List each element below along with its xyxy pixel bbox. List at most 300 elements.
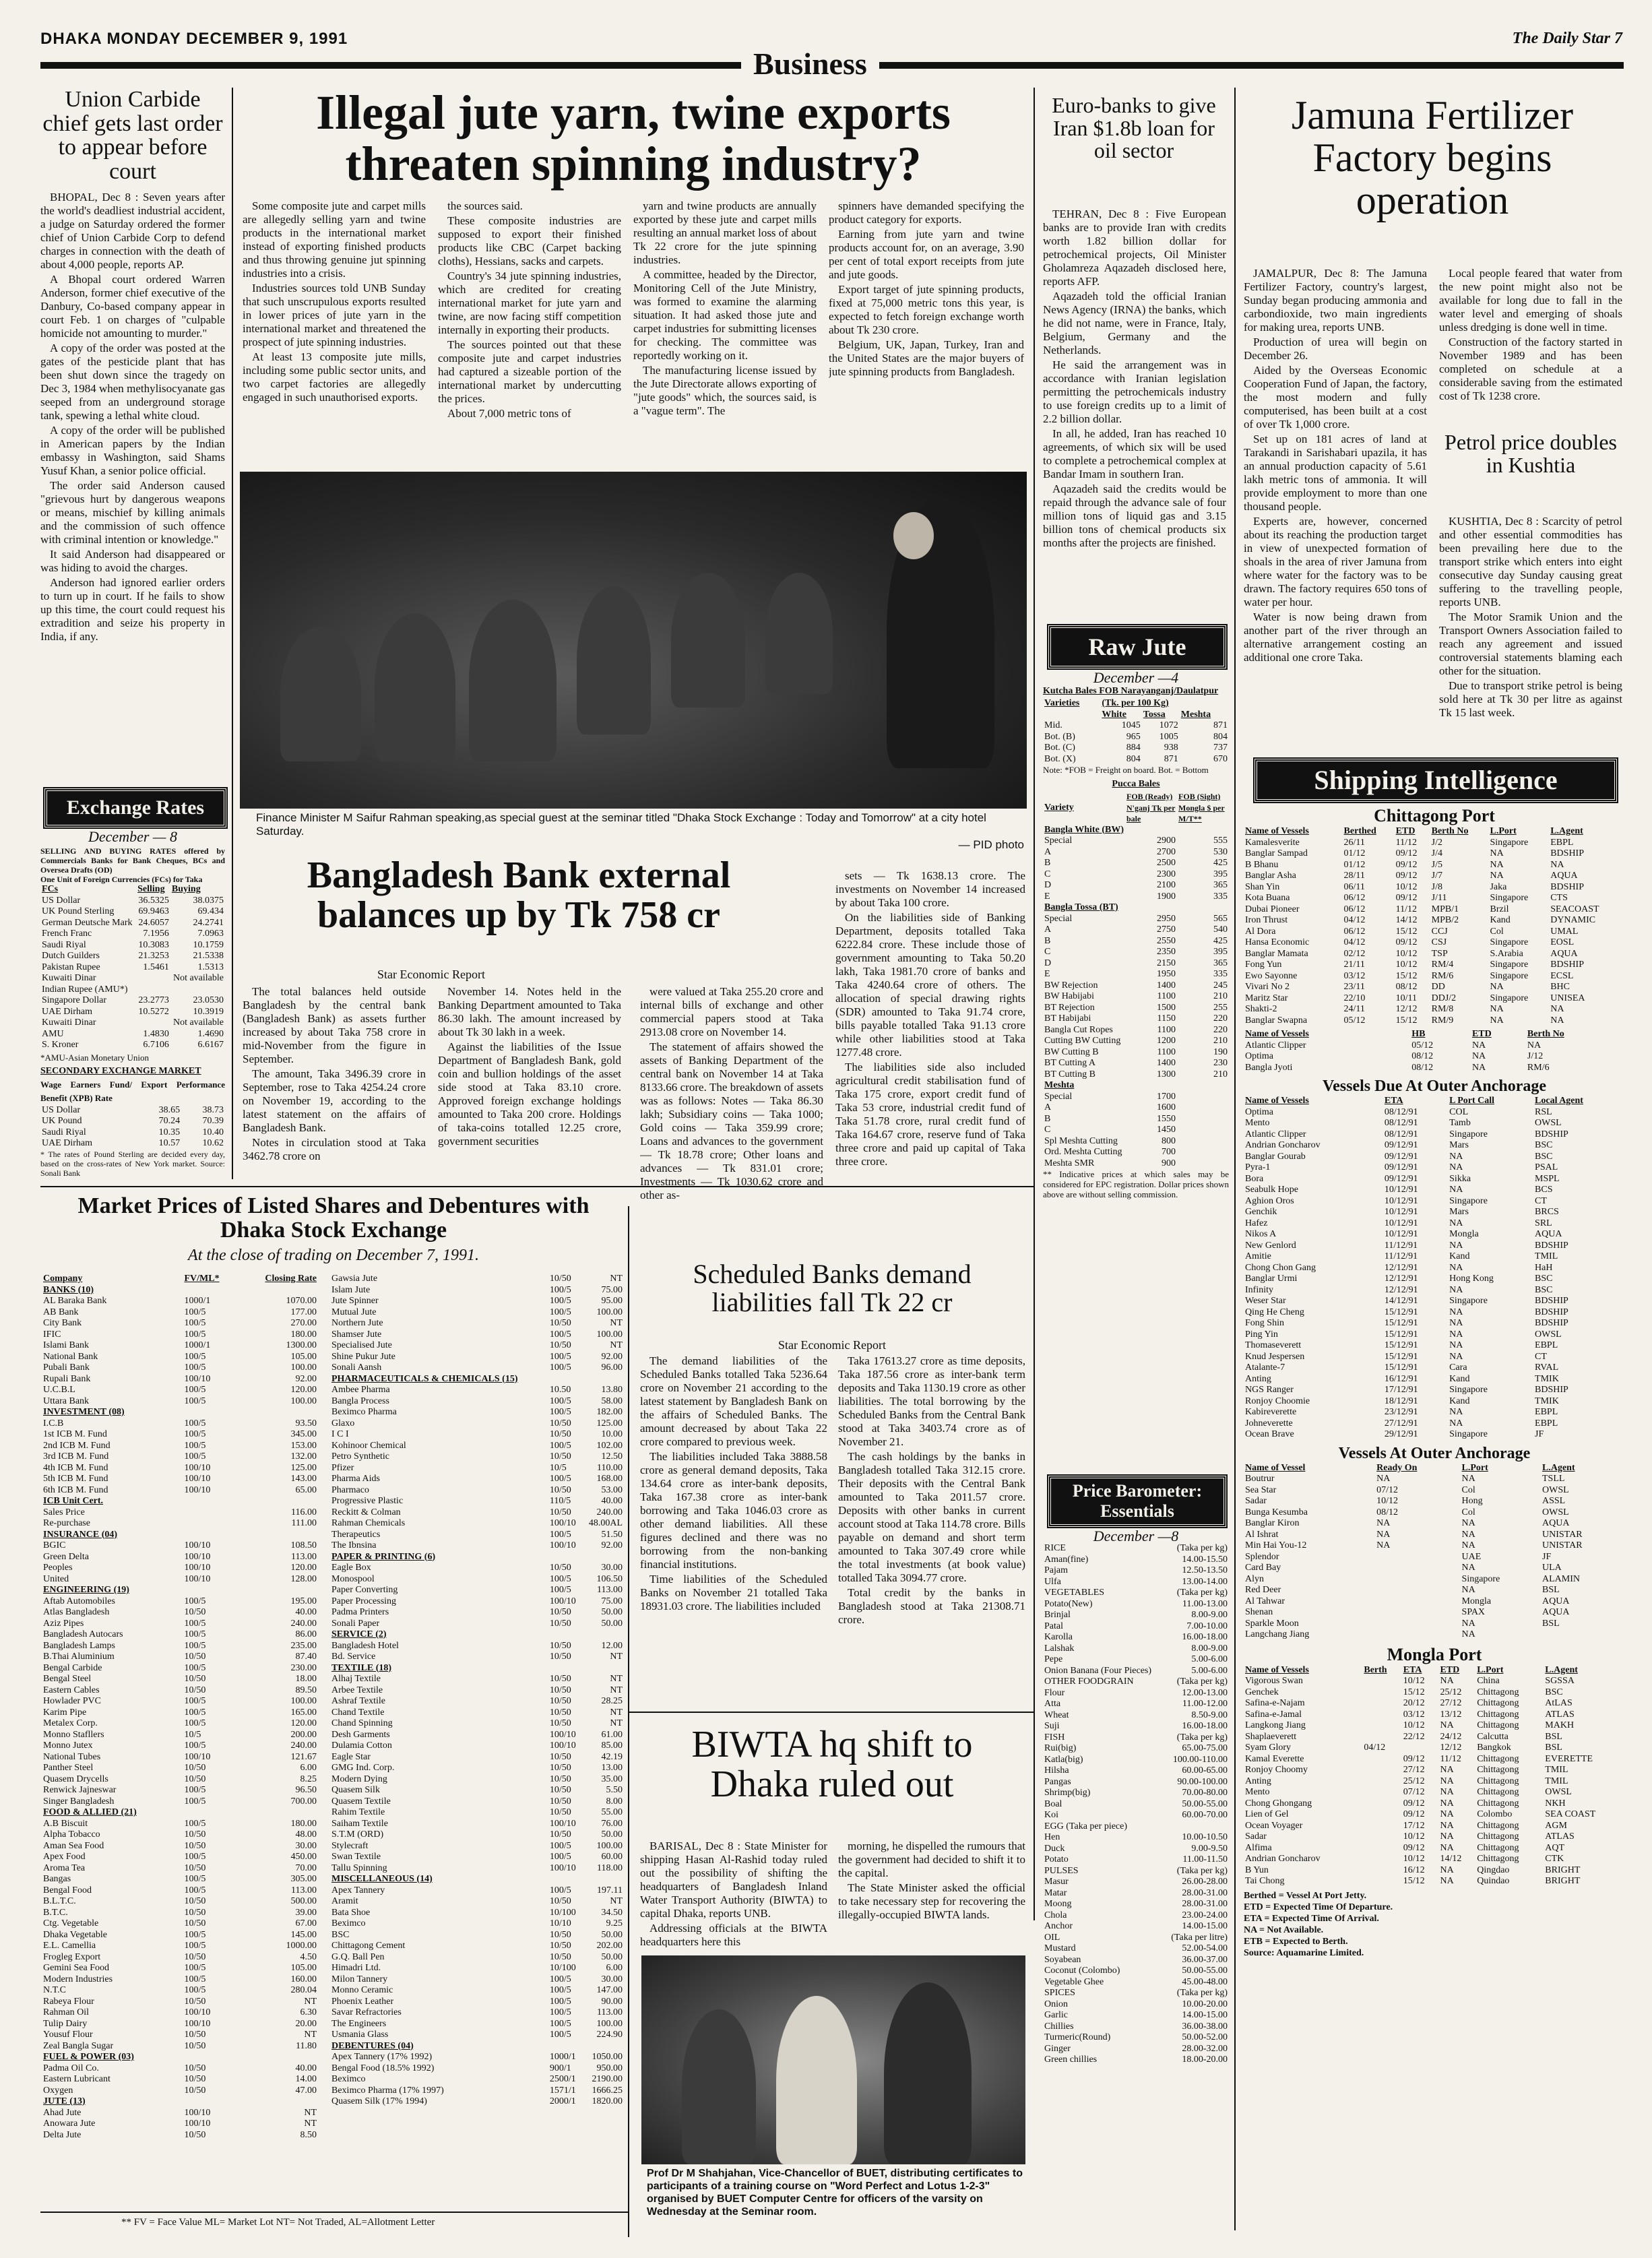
table-cell: BW Rejection [1044, 980, 1098, 991]
table-row [330, 1918, 624, 1930]
table-cell: 100/5 [184, 1740, 206, 1751]
table-cell: The Ibnsina [331, 1540, 377, 1550]
bb-col-3 [640, 985, 823, 1255]
table-cell: Rahman Chemicals [331, 1518, 406, 1528]
table-cell: 450.00 [290, 1852, 317, 1862]
table-cell: 100/5 [549, 1395, 571, 1406]
table-row [330, 1496, 624, 1507]
table-cell: TMIL [1545, 1765, 1568, 1775]
table-row [42, 1540, 318, 1552]
table-cell [1375, 1574, 1460, 1586]
table-row [1244, 1307, 1625, 1319]
table-cell [1362, 1776, 1401, 1788]
table-cell: 10/12/91 [1384, 1207, 1418, 1217]
table-cell: BSC [1535, 1274, 1553, 1284]
table-row [40, 995, 225, 1007]
table-cell: 65.00 [295, 1484, 317, 1495]
table-cell [1541, 1629, 1625, 1641]
table-cell: 2190.00 [592, 2074, 623, 2084]
table-row [1043, 1710, 1229, 1722]
table-cell: 100/5 [184, 1852, 206, 1862]
table-row [1244, 1518, 1625, 1530]
article-paragraph: A copy of the order was posted at the gates of the pesticide plant that has been shut down since the tragedy on Dec 3, 1984 when methylisocyanate gas seeped from an underground storage tank, spewing a lethal white cloud. [40, 341, 225, 422]
table-cell: 4.50 [300, 1951, 317, 1962]
table-cell: NA [1550, 1015, 1564, 1026]
table-row [40, 1007, 225, 1018]
table-cell: Singapore [1449, 1129, 1488, 1139]
table-cell: Lien of Gel [1245, 1809, 1289, 1819]
table-cell: 10/50 [549, 1707, 571, 1718]
table-cell: Singapore [1449, 1195, 1488, 1206]
table-row [330, 1796, 624, 1808]
table-cell: 67.00 [295, 1918, 317, 1928]
table-cell: 16/12 [1403, 1864, 1425, 1875]
table-cell: Special [1044, 836, 1073, 846]
table-cell: MAKH [1545, 1720, 1575, 1730]
table-row [330, 1718, 624, 1730]
table-row [1043, 1069, 1229, 1081]
table-row [1244, 1496, 1625, 1507]
table-cell: Kuwaiti Dinar [42, 973, 96, 983]
table-cell: Singapore [1490, 970, 1529, 981]
table-cell: 871 [1213, 720, 1228, 730]
table-row [330, 1740, 624, 1752]
jamuna-headline: Jamuna Fertilizer Factory begins operation [1291, 93, 1574, 222]
table-cell: 38.65 [158, 1104, 181, 1115]
table-cell: 10/12 [1395, 948, 1418, 959]
legend-item: Source: Aquamarine Limited. [1244, 1947, 1364, 1958]
table-cell: ULA [1542, 1563, 1562, 1573]
table-row [1244, 1196, 1625, 1208]
biwta-col-1 [640, 1840, 827, 1947]
table-cell: EVERETTE [1545, 1753, 1593, 1764]
table-header [1244, 1665, 1625, 1676]
table-cell: Singapore [1490, 837, 1529, 848]
table-cell: 100/5 [184, 1418, 206, 1429]
table-cell: Sadar [1245, 1831, 1267, 1842]
secondary-footnote: * The rates of Pound Sterling are decided every day, based on the cross-rates of New York market. Source: Sonali Bank [40, 1149, 225, 1178]
table-cell [1177, 902, 1229, 914]
table-row [1244, 960, 1625, 971]
table-cell: BSC [331, 1929, 350, 1940]
table-cell: 116.00 [291, 1507, 317, 1517]
table-cell [1402, 1743, 1439, 1754]
table-row [1043, 1755, 1229, 1766]
table-cell: NA [1461, 1585, 1475, 1595]
bb-col-4 [835, 869, 1025, 1253]
raw-jute-heading: Raw Jute [1048, 625, 1226, 668]
table-cell: J/11 [1431, 893, 1447, 903]
table-row [40, 940, 225, 951]
jamuna-col-1 [1244, 267, 1427, 752]
table-cell [183, 1496, 238, 1507]
table-row [1043, 1877, 1229, 1888]
table-cell: A [1044, 846, 1052, 857]
article-paragraph: The sources pointed out that these composite jute and carpet industries had captured a sizeable portion of the international market by undercutting the prices. [438, 338, 621, 405]
table-cell: 11.00-12.00 [1182, 1699, 1228, 1709]
table-cell [1125, 1080, 1177, 1092]
table-row [42, 1585, 318, 1596]
table-cell: NA [1376, 1529, 1391, 1540]
table-cell: Hilsha [1044, 1765, 1069, 1776]
table-row [1244, 1004, 1625, 1015]
table-row [1043, 1854, 1229, 1866]
table-cell: 100/5 [184, 1785, 206, 1795]
table-cell: Himadri Ltd. [331, 1963, 381, 1973]
table-cell: 10/50 [549, 1618, 571, 1629]
table-cell: 240.00 [290, 1740, 317, 1751]
table-cell: Kuwaiti Dinar [42, 1017, 96, 1028]
article-paragraph: Total credit by the banks in Bangladesh stood at Taka 21308.71 crore. [838, 1586, 1025, 1626]
table-cell: 884 [1126, 743, 1141, 753]
table-cell: 224.90 [596, 2030, 623, 2040]
table-cell: OWSL [1542, 1507, 1569, 1517]
table-row [1244, 1687, 1625, 1699]
article-paragraph: In all, he added, Iran has reached 10 agreements, of which six will be used to complete a petrochemical complex at Bandar Imam in southern Iran. [1043, 427, 1226, 480]
table-cell: G.Q. Ball Pen [331, 1951, 385, 1962]
table-cell: 12.50 [601, 1451, 623, 1462]
table-row [42, 1596, 318, 1608]
column-header: Local Agent [1535, 1096, 1583, 1106]
table-cell: Tallu Spinning [331, 1862, 387, 1873]
table-cell: 100/5 [184, 1440, 206, 1451]
table-cell: Ronjoy Choomie [1245, 1395, 1310, 1406]
table-row [1244, 893, 1625, 904]
table-row [1244, 838, 1625, 849]
table-cell: 1550 [1157, 1113, 1176, 1124]
table-cell: J/8 [1431, 881, 1442, 892]
table-row [1244, 1274, 1625, 1285]
table-cell: 1300 [1157, 1069, 1176, 1079]
table-cell: Shamser Jute [331, 1329, 382, 1340]
legend-item: ETD = Expected Time Of Departure. [1244, 1902, 1393, 1912]
table-cell: 1150 [1157, 1013, 1176, 1024]
table-cell: CSJ [1431, 937, 1447, 947]
table-cell: Meshta [1044, 1080, 1075, 1090]
column-header: Berth No [1527, 1029, 1564, 1039]
article-paragraph: Some composite jute and carpet mills are allegedly selling yarn and twine products in the international market instead of exporting finished products and thus throwing genuine jut spinning industries into a crisis. [243, 199, 426, 280]
exchange-table [40, 884, 225, 1051]
table-cell: 08/12 [1395, 982, 1418, 992]
table-cell: NA [1440, 1720, 1454, 1730]
table-cell: COL [1449, 1106, 1469, 1117]
table-cell: DEBENTURES (04) [331, 2040, 414, 2051]
table-cell: 09/12 [1403, 1842, 1425, 1853]
table-cell: 15/12/91 [1384, 1362, 1418, 1373]
table-cell: Amitie [1245, 1251, 1271, 1261]
table-cell: Safina-e-Jamal [1245, 1709, 1302, 1720]
table-row [1043, 1632, 1229, 1643]
table-cell: 670 [1213, 753, 1228, 764]
table-cell: AQUA [1542, 1518, 1570, 1528]
table-cell: NT [304, 2119, 317, 2129]
table-cell: 10/50 [184, 2074, 206, 2084]
table-cell: DDJ/2 [1431, 993, 1457, 1003]
table-cell: Brinjal [1044, 1610, 1071, 1620]
buet-photo-caption: Prof Dr M Shahjahan, Vice-Chancellor of BUET, distributing certificates to participants of a training course on "Word Perfect and Lotus 1-2-3" organised by BUET Computer Centre for officers of the varsity on Wednesday at the Seminar room. [647, 2168, 1023, 2218]
table-cell: 1900 [1157, 891, 1176, 902]
table-cell: 800 [1162, 1135, 1176, 1146]
table-cell: Banglar Urmi [1245, 1274, 1298, 1284]
table-row [1043, 1899, 1229, 1910]
table-cell: BCS [1535, 1185, 1553, 1195]
table-cell: NA [1449, 1418, 1463, 1429]
legend-item: ETA = Expected Time Of Arrival. [1244, 1913, 1379, 1924]
table-row [42, 1463, 318, 1474]
table-cell: 118.00 [597, 1862, 623, 1873]
table-cell [1177, 1114, 1229, 1125]
table-cell: Sea Star [1245, 1484, 1277, 1495]
table-row [42, 1963, 318, 1974]
table-cell: Rahman Oil [43, 2007, 90, 2017]
table-cell: 10/50 [549, 1451, 571, 1462]
article-paragraph: Aided by the Overseas Economic Cooperation Fund of Japan, the factory, the most modern and fully computerised, has been built at a cost of over Tk 1,000 crore. [1244, 364, 1427, 431]
table-cell: 40.00 [601, 1496, 623, 1506]
table-cell: Gemini Sea Food [43, 1963, 109, 1973]
table-cell: Jute Spinner [331, 1296, 379, 1306]
raw-jute-head: Kutcha Bales FOB Narayanganj/Daulatpur [1043, 686, 1219, 696]
table-row [330, 1596, 624, 1608]
table-cell: 10/50 [549, 1785, 571, 1795]
table-row [330, 2052, 624, 2063]
table-cell: NT [304, 2030, 317, 2040]
table-cell: BRIGHT [1545, 1876, 1581, 1886]
chittagong-table [1244, 826, 1625, 1026]
table-cell: 10/50 [549, 1652, 571, 1662]
table-cell [581, 1552, 624, 1563]
table-cell: 15/12 [1403, 1687, 1425, 1697]
union-carbide-article [40, 88, 225, 788]
table-cell: BSL [1542, 1618, 1560, 1629]
table-cell: Not available [172, 973, 224, 983]
table-cell: 100/10 [549, 1596, 576, 1606]
table-cell: 5.00-6.00 [1191, 1665, 1228, 1676]
table-row [42, 1718, 318, 1730]
table-cell: 95.00 [601, 1296, 623, 1306]
table-row [40, 984, 225, 996]
table-cell: Patal [1044, 1621, 1063, 1631]
table-row [1244, 848, 1625, 860]
table-cell: Langkong Jiang [1245, 1720, 1306, 1730]
table-cell: Moong [1044, 1899, 1072, 1909]
table-cell [1177, 1125, 1229, 1136]
column-header: Name of Vessel [1245, 1462, 1306, 1473]
table-cell: 106.50 [596, 1573, 623, 1584]
raw-jute-date: December —4 [1093, 671, 1179, 686]
table-cell: B Bhanu [1245, 859, 1279, 870]
table-cell: BW Habijabi [1044, 991, 1095, 1001]
table-cell: 06/12 [1343, 893, 1366, 903]
table-cell: 395 [1213, 947, 1228, 957]
table-cell: Boutrur [1245, 1474, 1275, 1484]
table-row [42, 1329, 318, 1341]
table-row [1043, 1621, 1229, 1633]
table-row [42, 2019, 318, 2030]
petrol-article [1439, 515, 1622, 744]
table-cell: BDSHIP [1550, 881, 1584, 892]
table-cell: Weser Star [1245, 1296, 1286, 1306]
table-cell: Metalex Corp. [43, 1718, 98, 1728]
table-cell: Rabeya Flour [43, 1996, 94, 2007]
table-cell: 51.50 [601, 1529, 623, 1540]
table-cell [1164, 1821, 1229, 1833]
table-row [42, 1362, 318, 1374]
table-cell [548, 1552, 582, 1563]
table-row [40, 1040, 225, 1051]
table-row [1244, 1015, 1625, 1027]
bb-col-1 [243, 985, 426, 1181]
table-cell: 58.00 [601, 1395, 623, 1406]
table-row [42, 1785, 318, 1796]
table-cell: 100.00 [596, 1307, 623, 1317]
table-row [1244, 1876, 1625, 1887]
table-cell: 100/5 [184, 1629, 206, 1639]
table-cell [170, 984, 225, 996]
table-cell: 10/50 [549, 1429, 571, 1439]
table-row [42, 1619, 318, 1630]
table-cell: 10/10 [549, 1918, 571, 1928]
table-cell: Eagle Box [331, 1563, 371, 1573]
table-cell: 100.00 [596, 2018, 623, 2029]
table-cell: 24/11 [1343, 1004, 1365, 1014]
table-row [42, 1407, 318, 1418]
table-cell: 100/5 [184, 1618, 206, 1629]
table-row [330, 1730, 624, 1741]
table-cell: NA [1449, 1240, 1463, 1251]
table-cell: Aman Sea Food [43, 1840, 104, 1851]
table-cell: 10/50 [184, 2030, 206, 2040]
table-cell: 100/5 [184, 1662, 206, 1673]
section-rule [40, 2212, 628, 2213]
article-paragraph: About 7,000 metric tons of [447, 407, 571, 420]
table-cell: AB Bank [43, 1307, 79, 1317]
table-cell: Singapore [1490, 937, 1529, 947]
table-row [1043, 1136, 1229, 1148]
table-cell: PAPER & PRINTING (6) [331, 1551, 436, 1562]
table-cell [1362, 1676, 1401, 1687]
table-cell [581, 1663, 624, 1674]
table-cell [239, 2052, 318, 2063]
seminar-photo-caption: Finance Minister M Saifur Rahman speaking,as special guest at the seminar titled "Dhaka Stock Exchange : Today and Tomorrow" at a city hotel Saturday. [256, 811, 986, 838]
article-paragraph: Country's 34 jute spinning industries, which are credited for creating international market for jute yarn and twine, are now facing stiff competition internally in exporting their products. [438, 270, 621, 336]
table-cell: 6.00 [606, 1963, 623, 1973]
table-cell [548, 2041, 582, 2052]
table-cell: 03/12 [1403, 1709, 1425, 1720]
table-row [42, 1696, 318, 1707]
article-paragraph: The amount, Taka 3496.39 crore in September, rose to Taka 4254.24 crore on November 19, according to the latest statement on the affairs of Bangladesh Bank. [243, 1067, 426, 1134]
table-cell: ECSL [1550, 970, 1574, 981]
table-cell: UK Pound [42, 1116, 82, 1126]
barometer-table [1043, 1543, 1229, 2066]
table-row [42, 1918, 318, 1930]
table-cell [1362, 1765, 1401, 1776]
table-cell: Quindao [1477, 1876, 1510, 1886]
table-cell: 04/12 [1364, 1743, 1386, 1753]
table-cell: 100/10 [184, 1563, 211, 1573]
table-row [40, 973, 225, 984]
table-cell: 38.0375 [193, 895, 224, 906]
table-cell: I.C.B [43, 1418, 64, 1429]
table-cell: Tai Chong [1245, 1876, 1285, 1886]
table-cell: 10/50 [549, 1418, 571, 1429]
table-cell: 14.00-15.00 [1182, 2010, 1228, 2020]
table-cell: Meshta SMR [1044, 1158, 1095, 1168]
article-paragraph: Aqazadeh told the official Iranian News Agency (IRNA) the banks, which he did not name, were in France, Italy, Belgium, Germany and the Netherlands. [1043, 290, 1226, 356]
table-cell: 09/12 [1395, 871, 1418, 881]
table-cell: 7.0963 [197, 929, 224, 939]
table-cell: 100/5 [184, 1707, 206, 1718]
bb-headline: Bangladesh Bank external balances up by Tk 758 cr [307, 854, 731, 936]
table-row [1043, 1013, 1229, 1025]
table-cell: AtLAS [1545, 1698, 1572, 1708]
table-cell: BANKS (10) [43, 1284, 94, 1295]
table-cell: 2700 [1157, 846, 1176, 857]
table-cell: 100/5 [184, 1718, 206, 1728]
market-headline: Market Prices of Listed Shares and Debentures with Dhaka Stock Exchange [77, 1193, 590, 1243]
table-cell: 1.4690 [197, 1028, 224, 1039]
section-label: Business [741, 46, 879, 82]
table-cell: 100/5 [184, 1429, 206, 1439]
article-paragraph: Belgium, UK, Japan, Turkey, Iran and the United States are the major buyers of jute spinning products from Bangladesh. [829, 338, 1024, 378]
table-row [42, 1607, 318, 1619]
table-cell: Ord. Meshta Cutting [1044, 1147, 1122, 1157]
table-cell: Gawsia Jute [331, 1274, 378, 1284]
table-cell: 38.73 [202, 1104, 224, 1115]
article-paragraph: It said Anderson had disappeared or was hiding to avoid the charges. [40, 547, 225, 574]
table-cell: NGS Ranger [1245, 1385, 1294, 1395]
paper-name: The Daily Star 7 [1512, 30, 1622, 47]
table-cell: 1571/1 [549, 2085, 576, 2096]
table-cell: 305.00 [290, 1874, 317, 1884]
table-cell: 75.00 [601, 1284, 623, 1295]
table-row [42, 1941, 318, 1952]
table-cell: NA [1449, 1162, 1463, 1172]
table-cell: 50.00-55.00 [1182, 1966, 1228, 1976]
table-cell: 100/5 [549, 1307, 571, 1317]
table-row [1244, 1251, 1625, 1263]
table-row [1244, 1821, 1625, 1832]
table-cell [1362, 1698, 1401, 1710]
table-cell: 15/12/91 [1384, 1318, 1418, 1328]
table-cell: OTHER FOODGRAIN [1044, 1676, 1134, 1687]
table-cell: ATLAS [1545, 1709, 1575, 1720]
table-row [330, 1974, 624, 1986]
table-cell: Andrian Goncharov [1245, 1140, 1321, 1150]
column-header: Company [43, 1274, 83, 1284]
table-cell: 100/5 [549, 1440, 571, 1451]
table-cell: RM/9 [1431, 1015, 1454, 1026]
table-cell: Mars [1449, 1207, 1469, 1217]
table-row [1043, 969, 1229, 980]
table-cell: CCJ [1431, 926, 1448, 937]
legend-item: ETB = Expected to Berth. [1244, 1936, 1348, 1947]
table-cell: 210 [1213, 1036, 1228, 1046]
table-row [1043, 847, 1229, 858]
table-cell: Hafez [1245, 1218, 1268, 1228]
table-row [330, 1485, 624, 1497]
table-cell: 165.00 [290, 1707, 317, 1718]
table-cell: B [1044, 858, 1051, 868]
table-cell: 200.00 [290, 1729, 317, 1740]
table-cell: 100.00 [290, 1395, 317, 1406]
table-cell: RM/8 [1431, 1004, 1454, 1014]
table-cell: 1050.00 [592, 2052, 623, 2062]
table-rows [1244, 838, 1625, 1027]
column-header: (Tk. per 100 Kg) [1102, 698, 1169, 708]
raw-jute-table [1043, 698, 1229, 765]
secondary-market-note: Wage Earners Fund/ Export Performance Benefit (XPB) Rate [40, 1079, 225, 1103]
table-row [1244, 1418, 1625, 1430]
